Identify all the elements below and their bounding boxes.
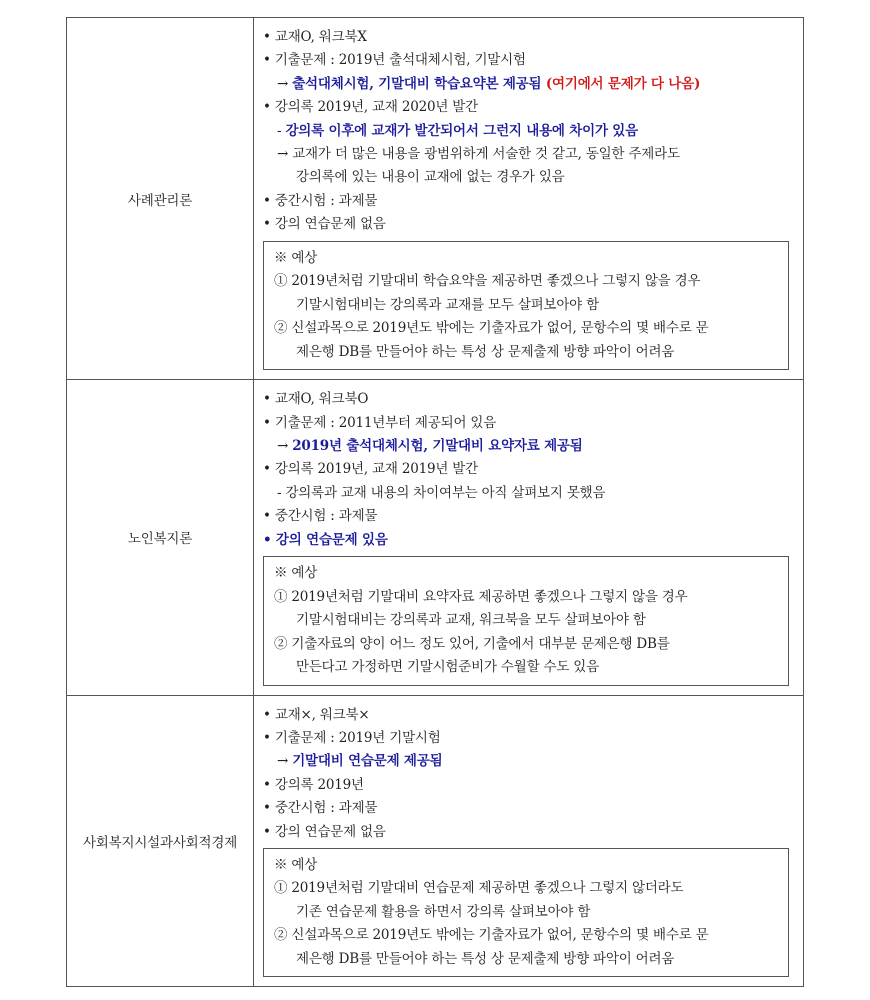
- forecast-item-1: ① 2019년처럼 기말대비 연습문제 제공하면 좋겠으나 그렇지 않더라도: [274, 880, 684, 897]
- forecast-item-2: ② 신설과목으로 2019년도 밖에는 기출자료가 없어, 문항수의 몇 배수로 문: [274, 320, 709, 337]
- materials-line: • 교재×, 워크북×: [263, 706, 370, 723]
- course-detail-cell: [254, 695, 804, 987]
- past-exam-note-highlight: (여기에서 문제가 다 나옴): [541, 75, 701, 92]
- arrow-glyph: →: [277, 75, 293, 92]
- lecture-note-line: - 강의록과 교재 내용의 차이여부는 아직 살펴보지 못했음: [277, 484, 606, 501]
- table-row: [67, 695, 804, 987]
- arrow-glyph: →: [277, 437, 293, 454]
- past-exam-line: • 기출문제 : 2019년 출석대체시험, 기말시험: [263, 52, 526, 69]
- course-name-cell: [67, 380, 254, 695]
- midterm-line: • 중간시험 : 과제물: [263, 192, 378, 209]
- practice-line: • 강의 연습문제 없음: [263, 823, 386, 840]
- lecture-line: • 강의록 2019년, 교재 2020년 발간: [263, 99, 478, 116]
- lecture-line: • 강의록 2019년: [263, 776, 364, 793]
- course-detail-cell: [254, 380, 804, 695]
- lecture-note-line: [263, 120, 794, 143]
- table-row: [67, 380, 804, 695]
- forecast-item-2: ② 신설과목으로 2019년도 밖에는 기출자료가 없어, 문항수의 몇 배수로 문: [274, 927, 709, 944]
- forecast-item-1-cont: 기말시험대비는 강의록과 교재, 워크북을 모두 살펴보아야 함: [296, 612, 646, 628]
- course-name-cell: [67, 18, 254, 380]
- course-name: 사회복지시설과사회적경제: [82, 834, 238, 851]
- forecast-item-2: ② 기출자료의 양이 어느 정도 있어, 기출에서 대부분 문제은행 DB를: [274, 635, 670, 652]
- course-name: 노인복지론: [127, 531, 193, 548]
- forecast-item-1: ① 2019년처럼 기말대비 요약자료 제공하면 좋겠으나 그렇지 않을 경우: [274, 588, 688, 605]
- materials-line: • 교재O, 워크북X: [263, 29, 367, 45]
- materials-line: • 교재O, 워크북O: [263, 391, 369, 408]
- forecast-title: ※ 예상: [274, 856, 318, 873]
- forecast-box: [263, 556, 789, 686]
- dash-glyph: -: [277, 122, 286, 139]
- past-exam-note-line: [263, 435, 794, 458]
- forecast-item-2-cont: 제은행 DB를 만들어야 하는 특성 상 문제출제 방향 파악이 어려움: [296, 950, 675, 967]
- past-exam-note: 기말대비 연습문제 제공됨: [292, 753, 443, 770]
- arrow-glyph: →: [277, 753, 293, 770]
- past-exam-line: • 기출문제 : 2019년 기말시험: [263, 729, 441, 746]
- practice-line: • 강의 연습문제 있음: [263, 531, 388, 548]
- past-exam-line: • 기출문제 : 2011년부터 제공되어 있음: [263, 414, 497, 431]
- forecast-item-2-cont: 제은행 DB를 만들어야 하는 특성 상 문제출제 방향 파악이 어려움: [296, 343, 675, 360]
- midterm-line: • 중간시험 : 과제물: [263, 508, 378, 525]
- practice-line: • 강의 연습문제 없음: [263, 216, 386, 233]
- forecast-title: ※ 예상: [274, 249, 318, 266]
- forecast-title: ※ 예상: [274, 565, 318, 581]
- lecture-note-3: 강의록에 있는 내용이 교재에 없는 경우가 있음: [296, 169, 565, 186]
- forecast-item-1-cont: 기말시험대비는 강의록과 교재를 모두 살펴보아야 함: [296, 296, 599, 313]
- lecture-note: 강의록 이후에 교재가 발간되어서 그런지 내용에 차이가 있음: [285, 122, 638, 139]
- table-row: [67, 18, 804, 380]
- forecast-item-1-cont: 기존 연습문제 활용을 하면서 강의록 살펴보아야 함: [296, 903, 591, 920]
- past-exam-note-line: [263, 750, 794, 773]
- past-exam-note: 출석대체시험, 기말대비 학습요약본 제공됨: [292, 75, 542, 92]
- course-name-cell: [67, 695, 254, 987]
- forecast-box: [263, 848, 789, 978]
- course-table: [66, 17, 804, 987]
- lecture-line: • 강의록 2019년, 교재 2019년 발간: [263, 461, 478, 478]
- forecast-item-1: ① 2019년처럼 기말대비 학습요약을 제공하면 좋겠으나 그렇지 않을 경우: [274, 273, 701, 290]
- forecast-box: [263, 241, 789, 371]
- course-detail-cell: [254, 18, 804, 380]
- past-exam-note: 2019년 출석대체시험, 기말대비 요약자료 제공됨: [292, 437, 583, 454]
- lecture-note-2: → 교재가 더 많은 내용을 광범위하게 서술한 것 같고, 동일한 주제라도: [277, 146, 680, 163]
- forecast-item-2-cont: 만든다고 가정하면 기말시험준비가 수월할 수도 있음: [296, 659, 599, 675]
- course-name: 사례관리론: [127, 192, 193, 209]
- past-exam-note-line: [263, 73, 794, 96]
- midterm-line: • 중간시험 : 과제물: [263, 800, 378, 817]
